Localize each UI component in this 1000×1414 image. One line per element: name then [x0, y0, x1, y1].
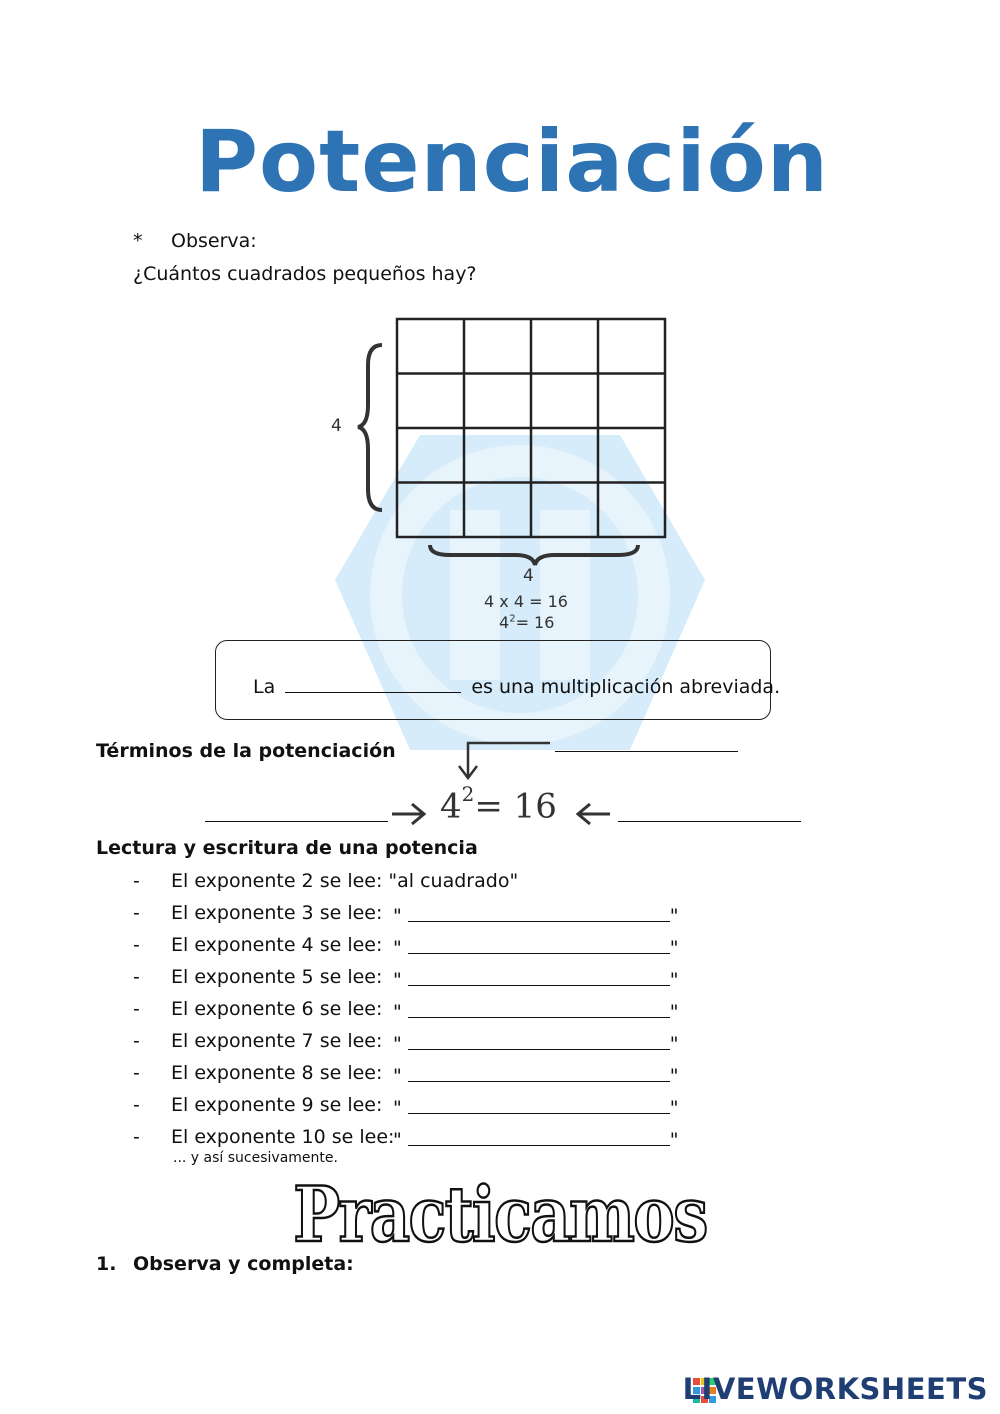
reading-answer-blank[interactable] [408, 934, 670, 954]
reading-answer-line [393, 1030, 679, 1055]
left-brace-icon [358, 345, 382, 510]
reading-item-label: El exponente 10 se lee: [171, 1126, 395, 1148]
reading-item-label: El exponente 9 se lee: [171, 1094, 383, 1116]
dash-marker: - [133, 966, 140, 988]
exponent-term-blank[interactable] [555, 735, 738, 752]
definition-prefix: La [253, 676, 276, 698]
reading-answer-line [393, 934, 679, 959]
base-term-blank[interactable] [205, 805, 388, 822]
terms-heading: Términos de la potenciación [96, 740, 396, 762]
observe-label: Observa: [171, 230, 257, 252]
close-quote: " [669, 937, 679, 959]
side-label-left: 4 [331, 416, 342, 436]
reading-answer-line [393, 1126, 679, 1151]
reading-answer-line [393, 998, 679, 1023]
dash-marker: - [133, 998, 140, 1020]
close-quote: " [669, 1129, 679, 1151]
reading-answer-line [393, 902, 679, 927]
etc-note: ... y así sucesivamente. [173, 1150, 338, 1166]
grid-figure [320, 305, 680, 635]
terms-exponent: 2 [461, 782, 475, 806]
question-text: ¿Cuántos cuadrados pequeños hay? [133, 263, 477, 285]
power-result-small: = 16 [515, 613, 555, 632]
terms-equation [440, 782, 557, 827]
reading-answer-line [393, 1062, 679, 1087]
dash-marker: - [133, 1030, 140, 1052]
definition-sentence [253, 673, 780, 698]
side-label-bottom: 4 [523, 566, 534, 586]
reading-answer-blank[interactable] [408, 966, 670, 986]
terms-base: 4 [440, 786, 462, 827]
dash-marker: - [133, 1126, 140, 1148]
power-exp-small: 2 [509, 613, 516, 625]
reading-answer-blank[interactable] [408, 902, 670, 922]
reading-item-label: El exponente 5 se lee: [171, 966, 383, 988]
exponent-arrow-icon [455, 740, 555, 786]
power-base-small: 4 [499, 613, 510, 632]
open-quote: " [393, 937, 402, 959]
reading-heading: Lectura y escritura de una potencia [96, 837, 478, 859]
reading-answer-blank[interactable] [408, 1062, 670, 1082]
close-quote: " [669, 969, 679, 991]
open-quote: " [393, 969, 402, 991]
dash-marker: - [133, 934, 140, 956]
close-quote: " [669, 1065, 679, 1087]
reading-item-label: El exponente 6 se lee: [171, 998, 383, 1020]
dash-marker: - [133, 870, 140, 892]
open-quote: " [393, 1033, 402, 1055]
definition-suffix: es una multiplicación abreviada. [471, 676, 781, 698]
open-quote: " [393, 1065, 402, 1087]
open-quote: " [393, 905, 402, 927]
page-title: Potenciación [194, 112, 830, 212]
reading-answer-blank[interactable] [408, 998, 670, 1018]
close-quote: " [669, 1001, 679, 1023]
power-equation-small [499, 613, 554, 632]
power-arrow-icon [572, 800, 612, 828]
reading-item-label: El exponente 7 se lee: [171, 1030, 383, 1052]
reading-item-2: El exponente 2 se lee: "al cuadrado" [171, 870, 519, 892]
terms-result: = 16 [474, 786, 557, 827]
bottom-brace-icon [430, 545, 638, 565]
dash-marker: - [133, 902, 140, 924]
bullet-asterisk: * [133, 230, 143, 252]
practice-title: Practicamos [293, 1170, 707, 1259]
close-quote: " [669, 1033, 679, 1055]
exercise-number: 1. [96, 1253, 117, 1275]
reading-answer-line [393, 966, 679, 991]
close-quote: " [669, 1097, 679, 1119]
definition-blank[interactable] [285, 673, 461, 693]
reading-answer-blank[interactable] [408, 1094, 670, 1114]
power-term-blank[interactable] [618, 805, 801, 822]
reading-item-label: El exponente 8 se lee: [171, 1062, 383, 1084]
dash-marker: - [133, 1062, 140, 1084]
reading-answer-blank[interactable] [408, 1126, 670, 1146]
multiplication-text: 4 x 4 = 16 [484, 592, 568, 611]
base-arrow-icon [390, 800, 430, 828]
square-grid [397, 319, 665, 537]
close-quote: " [669, 905, 679, 927]
open-quote: " [393, 1129, 402, 1151]
reading-answer-line [393, 1094, 679, 1119]
open-quote: " [393, 1001, 402, 1023]
exercise-label: Observa y completa: [133, 1253, 354, 1275]
dash-marker: - [133, 1094, 140, 1116]
liveworksheets-logo: LIVEWORKSHEETS [682, 1372, 988, 1406]
open-quote: " [393, 1097, 402, 1119]
reading-item-label: El exponente 3 se lee: [171, 902, 383, 924]
reading-answer-blank[interactable] [408, 1030, 670, 1050]
reading-item-label: El exponente 4 se lee: [171, 934, 383, 956]
